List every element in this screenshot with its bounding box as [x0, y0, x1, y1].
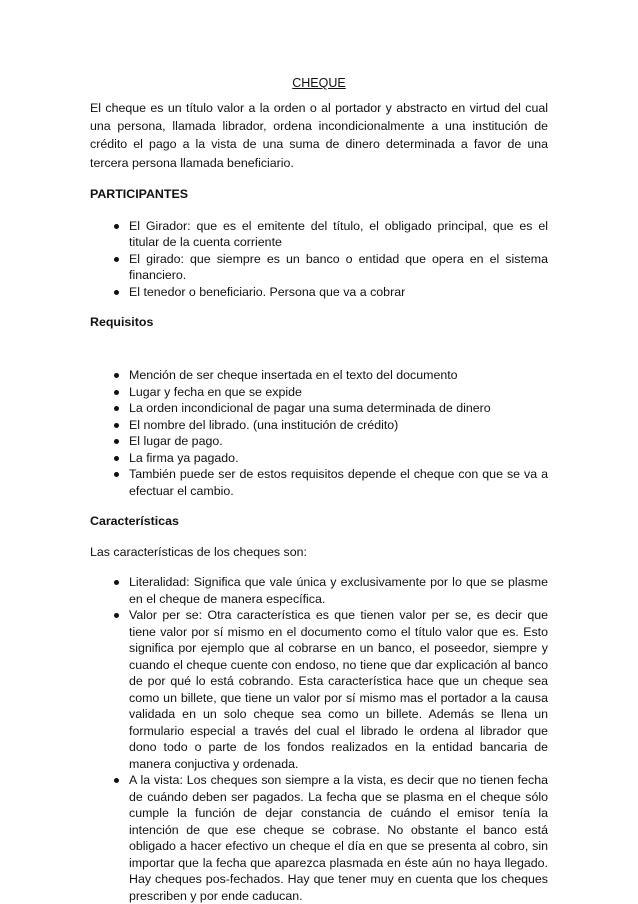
list-item-text: El tenedor o beneficiario. Persona que va a cobrar: [129, 284, 406, 299]
participantes-list: [90, 218, 548, 301]
list-item: [90, 251, 548, 284]
caracteristicas-intro: Las características de los cheques son:: [90, 545, 307, 560]
caracteristicas-list: [90, 574, 548, 904]
list-item-text: Valor per se: Otra característica es que tienen valor per se, es decir que tiene valor por sí mismo en el documento como el título valor que es. Esto significa por ejemplo que al cobrarse en un banco, el poseedor, siempre y cuando el cheque cuente con endoso, no tiene que dar explicación al banco de por qué lo está cobrando. Esta característica hace que un cheque sea como un billete, que tiene un valor por sí mismo mas el portador a la causa validada en un solo cheque sea como un billete. Además se llena un formulario especial a través del cual el librado le ordena al librador que dono todo o parte de los fondos realizados en la entidad bancaria de manera conjuctiva y ordenada.: [129, 608, 548, 771]
bullet-icon: [114, 423, 119, 428]
bullet-icon: [114, 439, 119, 444]
list-item-text: Lugar y fecha en que se expide: [129, 384, 302, 399]
bullet-icon: [114, 472, 119, 477]
list-item-text: Literalidad: Significa que vale única y exclusivamente por lo que se plasme en el cheque de manera específica.: [129, 575, 548, 606]
list-item: [90, 284, 548, 301]
intro-paragraph: El cheque es un título valor a la orden o al portador y abstracto en virtud del cual una persona, llamada librador, ordena incondicionalmente a una institución de crédito el pago a la vista de una suma de dinero determinada a favor de una tercera persona llamada beneficiario.: [90, 101, 548, 170]
list-item-text: El Girador: que es el emitente del título, el obligado principal, que es el titular de la cuenta corriente: [129, 218, 548, 250]
bullet-icon: [114, 406, 119, 411]
requisitos-list: [90, 367, 548, 499]
bullet-icon: [114, 580, 119, 585]
list-item-text: También puede ser de estos requisitos depende el cheque con que se va a efectuar el cambio.: [129, 467, 548, 498]
list-item: [90, 417, 548, 434]
bullet-icon: [114, 456, 119, 461]
bullet-icon: [114, 778, 119, 783]
list-item-text: A la vista: Los cheques son siempre a la vista, es decir que no tienen fecha de cuándo deben ser pagados. La fecha que se plasma en el cheque sólo cumple la función de dejar constancia de cuándo el emisor tenía la intención de que ese cheque se cobrase. No obstante el banco está obligado a hacer efectivo un cheque el día en que se presenta al cobro, sin importar que la fecha que aparezca plasmada en éste aún no haya llegado. Hay cheques pos-fechados. Hay que tener muy en cuenta que los cheques prescriben y por ende caducan.: [129, 773, 548, 903]
bullet-icon: [114, 613, 119, 618]
list-item: [90, 450, 548, 467]
list-item: [90, 574, 548, 607]
list-item: [90, 466, 548, 499]
bullet-icon: [114, 224, 119, 229]
list-item-text: La orden incondicional de pagar una suma determinada de dinero: [129, 401, 491, 416]
caracteristicas-heading: Características: [90, 514, 179, 529]
document-title: CHEQUE: [292, 76, 346, 90]
bullet-icon: [114, 290, 119, 295]
list-item-text: El lugar de pago.: [129, 434, 223, 449]
participantes-heading: PARTICIPANTES: [90, 186, 188, 201]
bullet-icon: [114, 373, 119, 378]
list-item: [90, 433, 548, 450]
list-item-text: Mención de ser cheque insertada en el texto del documento: [129, 368, 458, 383]
list-item: [90, 607, 548, 772]
list-item: [90, 400, 548, 417]
list-item-text: El girado: que siempre es un banco o entidad que opera en el sistema financiero.: [129, 251, 548, 283]
bullet-icon: [114, 390, 119, 395]
bullet-icon: [114, 257, 119, 262]
list-item: [90, 772, 548, 904]
list-item: [90, 384, 548, 401]
list-item-text: El nombre del librado. (una institución de crédito): [129, 417, 399, 432]
requisitos-heading: Requisitos: [90, 315, 154, 330]
list-item: [90, 367, 548, 384]
list-item: [90, 218, 548, 251]
list-item-text: La firma ya pagado.: [129, 450, 239, 465]
